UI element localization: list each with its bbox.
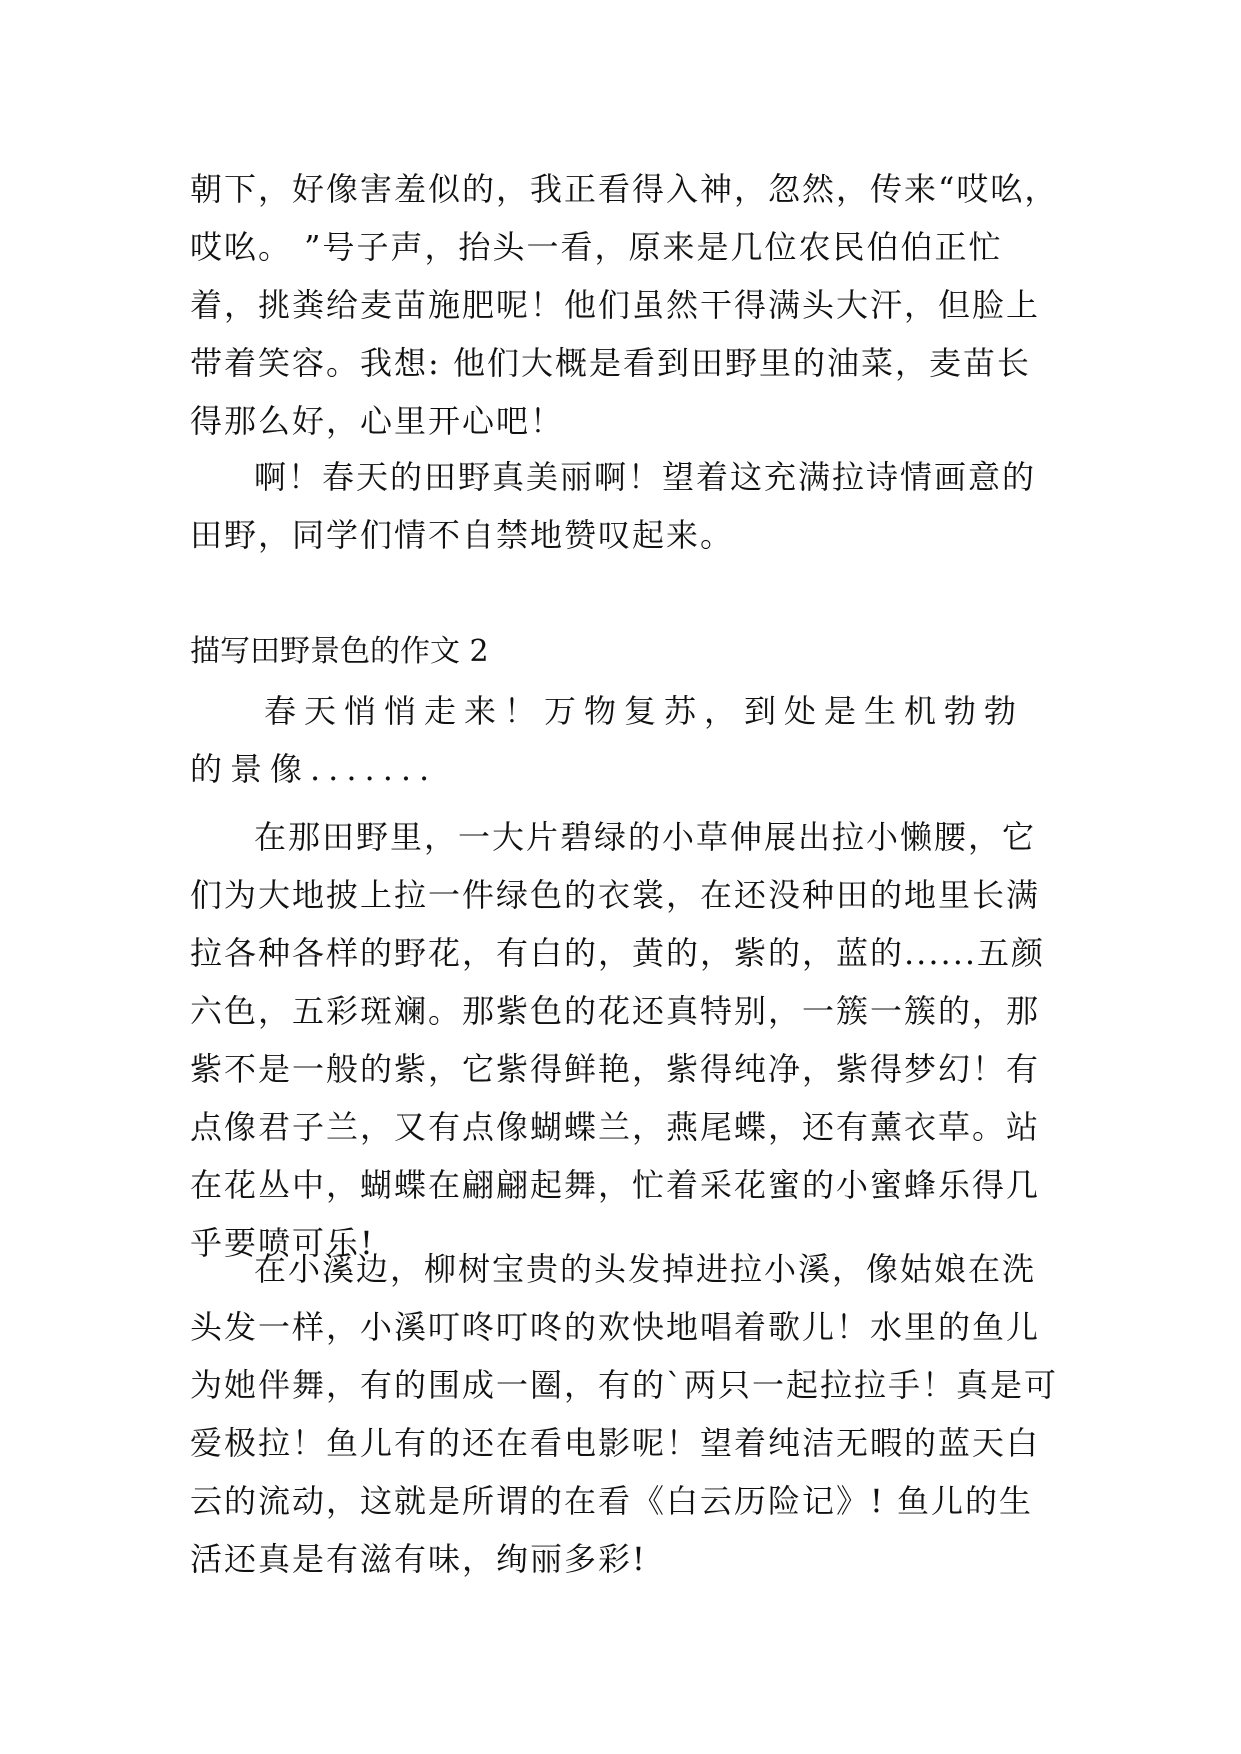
essay-2-heading: 描写田野景色的作文 2 — [190, 634, 489, 669]
paragraph-2: 啊！春天的田野真美丽啊！望着这充满拉诗情画意的田野，同学们情不自禁地赞叹起来。 — [190, 458, 1037, 554]
paragraph-3: 春天悄悄走来！万物复苏，到处是生机勃勃的景像....... — [190, 692, 1025, 788]
paragraph-4: 在那田野里，一大片碧绿的小草伸展出拉小懒腰，它们为大地披上拉一件绿色的衣裳，在还没种田的地里长满拉各种各样的野花，有白的，黄的，紫的，蓝的......五颜六色，五彩斑斓。那紫色的花还真特别，一簇一簇的，那紫不是一般的紫，它紫得鲜艳，紫得纯净，紫得梦幻！有点像君子兰，又有点像蝴蝶兰，燕尾蝶，还有薰衣草。站在花丛中，蝴蝶在翩翩起舞，忙着采花蜜的小蜜蜂乐得几乎要喷可乐! — [190, 818, 1046, 1262]
paragraph-5: 在小溪边，柳树宝贵的头发掉进拉小溪，像姑娘在洗头发一样，小溪叮咚叮咚的欢快地唱着歌儿！水里的鱼儿为她伴舞，有的围成一圈，有的`两只一起拉拉手！真是可爱极拉！鱼儿有的还在看电影呢！望着纯洁无暇的蓝天白云的流动，这就是所谓的在看《白云历险记》! 鱼儿的生活还真是有滋有味，绚丽多彩! — [190, 1250, 1059, 1578]
paragraph-1: 朝下，好像害羞似的，我正看得入神，忽然，传来“哎吆，哎吆。 ”号子声，抬头一看，原来是几位农民伯伯正忙着，挑粪给麦苗施肥呢！他们虽然干得满头大汗，但脸上带着笑容。我想: 他们大概是看到田野里的油菜，麦苗长得那么好，心里开心吧！ — [190, 170, 1059, 440]
